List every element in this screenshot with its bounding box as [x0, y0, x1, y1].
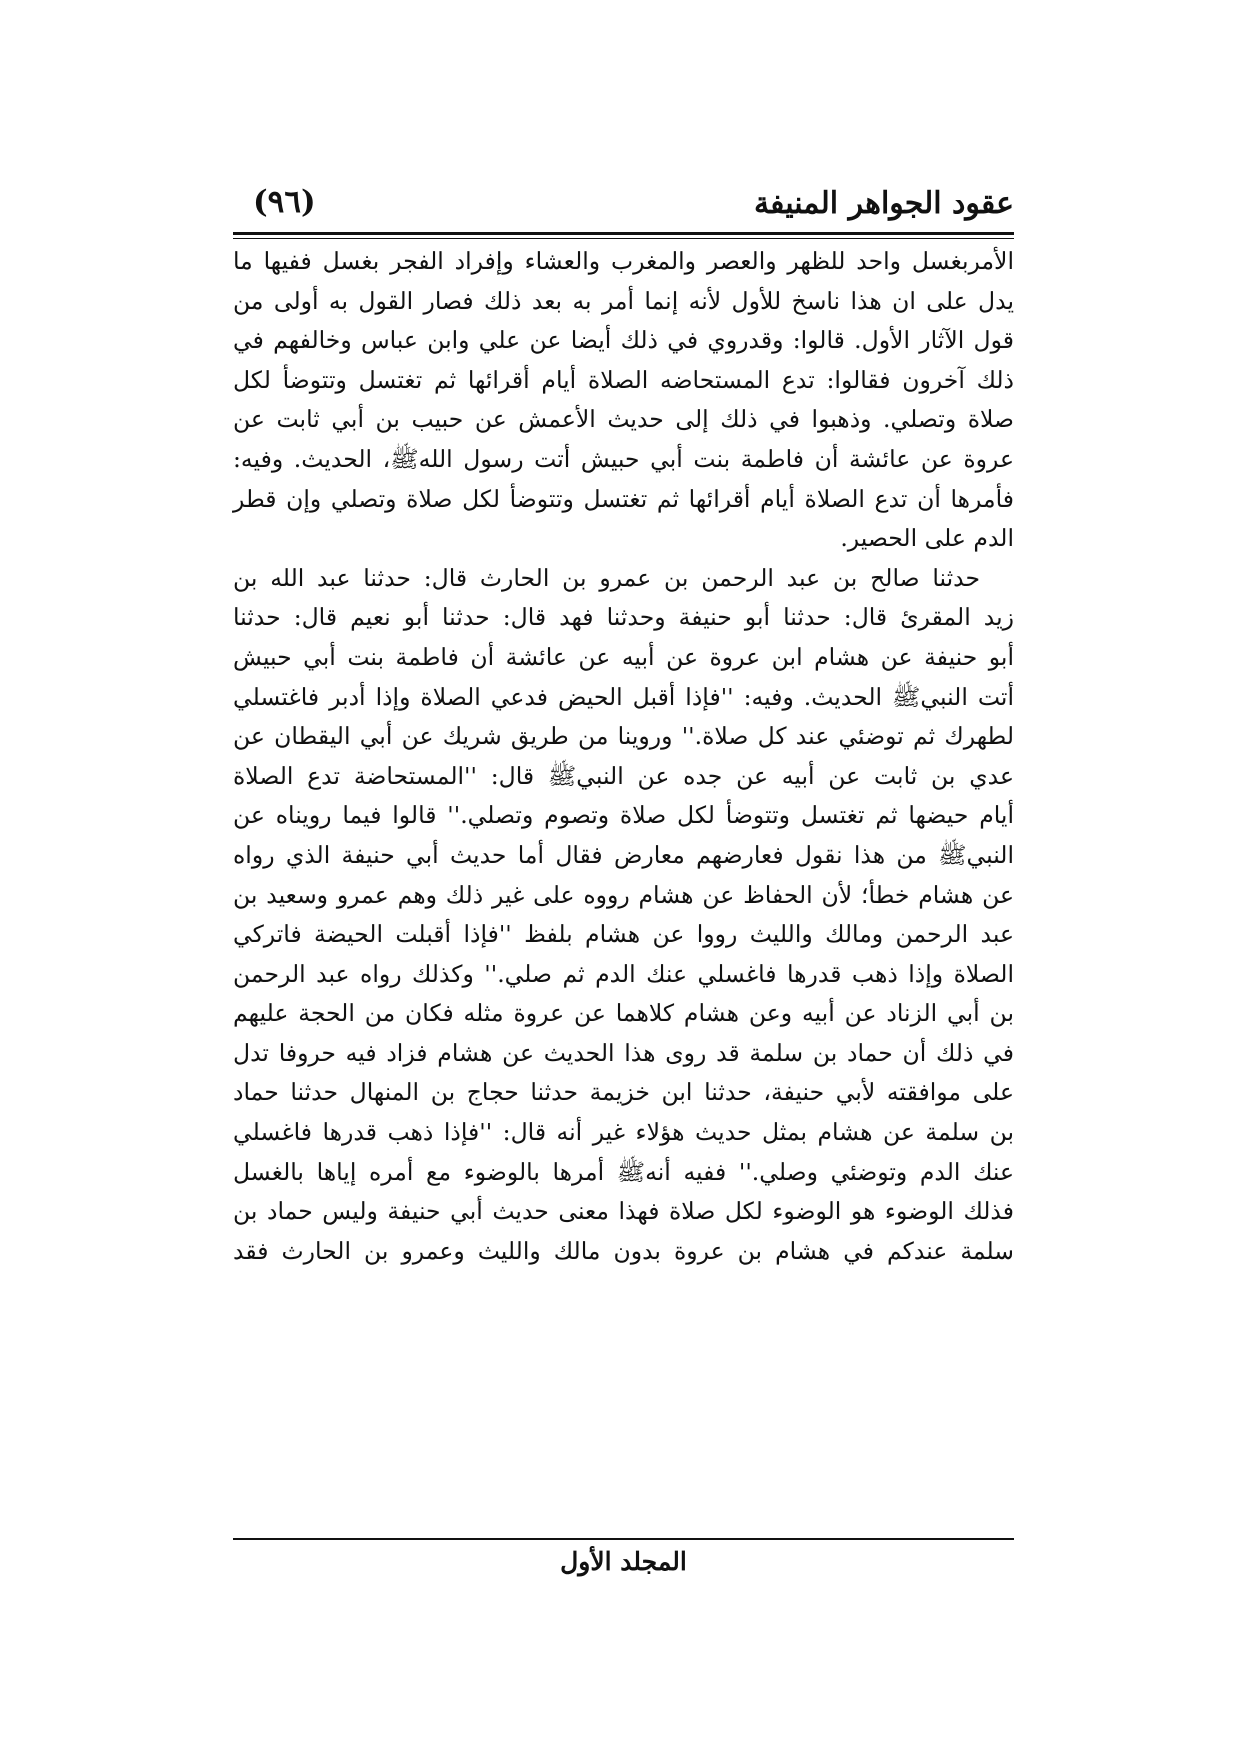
text-line: يدل على ان هذا ناسخ للأول لأنه إنما أمر به بعد ذلك فصار القول به أولى من	[233, 286, 1014, 315]
text-line: أيام حيضها ثم تغتسل وتتوضأ لكل صلاة وتصوم وتصلي.'' قالوا فيما رويناه عن	[233, 801, 1014, 830]
text-line: لطهرك ثم توضئي عند كل صلاة.'' وروينا من طريق شريك عن أبي اليقطان عن	[233, 722, 1014, 751]
text-line: الصلاة وإذا ذهب قدرها فاغسلي عنك الدم ثم صلي.'' وكذلك رواه عبد الرحمن	[233, 959, 1014, 988]
text-line: عروة عن عائشة أن فاطمة بنت أبي حبيش أتت رسول اللهﷺ، الحديث. وفيه:	[233, 444, 1014, 473]
text-line: أتت النبيﷺ الحديث. وفيه: ''فإذا أقبل الحيض فدعي الصلاة وإذا أدبر فاغتسلي	[233, 682, 1014, 711]
text-line: على موافقته لأبي حنيفة، حدثنا ابن خزيمة حدثنا حجاج بن المنهال حدثنا حماد	[233, 1078, 1014, 1107]
text-line: بن أبي الزناد عن أبيه وعن هشام كلاهما عن عروة مثله فكان من الحجة عليهم	[233, 999, 1014, 1028]
text-line: صلاة وتصلي. وذهبوا في ذلك إلى حديث الأعمش عن حبيب بن أبي ثابت عن	[233, 405, 1014, 434]
volume-label: المجلد الأول	[560, 1547, 687, 1576]
footer-rule	[233, 1538, 1014, 1540]
running-header	[233, 180, 1014, 226]
paragraph-start-line: حدثنا صالح بن عبد الرحمن بن عمرو بن الحارث قال: حدثنا عبد الله بن	[233, 563, 980, 592]
book-title: عقود الجواهر المنيفة	[753, 186, 1014, 221]
text-line: فأمرها أن تدع الصلاة أيام أقرائها ثم تغتسل وتتوضأ لكل صلاة وتصلي وإن قطر	[233, 484, 1014, 513]
text-line: عن هشام خطأ؛ لأن الحفاظ عن هشام رووه على غير ذلك وهم عمرو وسعيد بن	[233, 880, 1014, 909]
text-line: بن سلمة عن هشام بمثل حديث هؤلاء غير أنه قال: ''فإذا ذهب قدرها فاغسلي	[233, 1118, 1014, 1147]
text-line: أبو حنيفة عن هشام ابن عروة عن أبيه عن عائشة أن فاطمة بنت أبي حبيش	[233, 642, 1014, 671]
text-line: سلمة عندكم في هشام بن عروة بدون مالك والليث وعمرو بن الحارث فقد	[233, 1236, 1014, 1265]
text-line: فذلك الوضوء هو الوضوء لكل صلاة فهذا معنى حديث أبي حنيفة وليس حماد بن	[233, 1197, 1014, 1226]
text-line: قول الآثار الأول. قالوا: وقدروي في ذلك أيضا عن علي وابن عباس وخالفهم في	[233, 326, 1014, 355]
text-line: ذلك آخرون فقالوا: تدع المستحاضه الصلاة أيام أقرائها ثم تغتسل وتتوضأ لكل	[233, 365, 1014, 394]
text-line: في ذلك أن حماد بن سلمة قد روى هذا الحديث عن هشام فزاد فيه حروفا تدل	[233, 1038, 1014, 1067]
text-line: عبد الرحمن ومالك والليث رووا عن هشام بلفظ ''فإذا أقبلت الحيضة فاتركي	[233, 920, 1014, 949]
body-text	[233, 242, 1014, 1271]
text-line: زيد المقرئ قال: حدثنا أبو حنيفة وحدثنا فهد قال: حدثنا أبو نعيم قال: حدثنا	[233, 603, 1014, 632]
header-rule-thin	[233, 238, 1014, 239]
paragraph-end-line: الدم على الحصير.	[840, 524, 1014, 553]
text-line: عدي بن ثابت عن أبيه عن جده عن النبيﷺ قال: ''المستحاضة تدع الصلاة	[233, 761, 1014, 790]
text-line: الأمربغسل واحد للظهر والعصر والمغرب والعشاء وإفراد الفجر بغسل ففيها ما	[233, 247, 1014, 275]
text-line: النبيﷺ من هذا نقول فعارضهم معارض فقال أما حديث أبي حنيفة الذي رواه	[233, 840, 1014, 869]
header-rule-thick	[233, 232, 1014, 235]
text-line: عنك الدم وتوضئي وصلي.'' ففيه أنهﷺ أمرها بالوضوء مع أمره إياها بالغسل	[233, 1157, 1014, 1186]
page-number: (٩٦)	[253, 184, 316, 220]
